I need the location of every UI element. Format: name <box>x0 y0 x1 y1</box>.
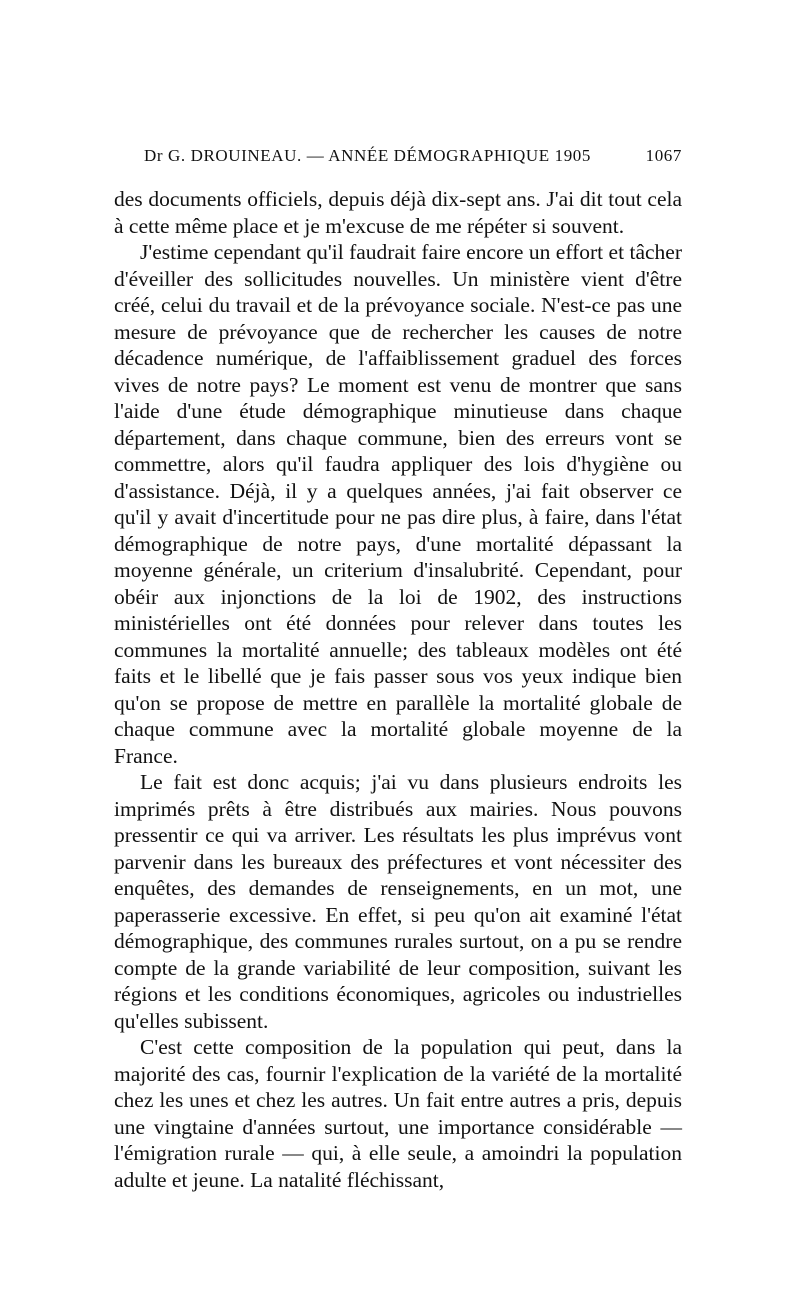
body-text <box>114 186 682 1193</box>
paragraph: C'est cette composition de la population qui peut, dans la majorité des cas, fournir l'explication de la variété de la mortalité chez les unes et chez les autres. Un fait entre autres a pris, depuis une vingtaine d'années surtout, une importance considérable — l'émigration rurale — qui, à elle seule, a amoindri la population adulte et jeune. La natalité fléchissant, <box>114 1035 682 1192</box>
page-number: 1067 <box>645 146 682 165</box>
paragraph: Le fait est donc acquis; j'ai vu dans plusieurs endroits les imprimés prêts à être distribués aux mairies. Nous pouvons pressentir ce qui va arriver. Les résultats les plus imprévus vont parvenir dans les bureaux des préfectures et vont nécessiter des enquêtes, des demandes de renseignements, en un mot, une paperasserie excessive. En effet, si peu qu'on ait examiné l'état démographique, des communes rurales surtout, on a pu se rendre compte de la grande variabilité de leur composition, suivant les régions et les conditions économiques, agricoles ou industrielles qu'elles subissent. <box>114 770 682 1033</box>
paragraph-continuation: des documents officiels, depuis déjà dix-sept ans. J'ai dit tout cela à cette même place et je m'excuse de me répéter si souvent. <box>114 187 682 238</box>
running-title: Dr G. DROUINEAU. — ANNÉE DÉMOGRAPHIQUE 1905 <box>144 146 591 165</box>
paragraph: J'estime cependant qu'il faudrait faire encore un effort et tâcher d'éveiller des sollicitudes nouvelles. Un ministère vient d'être créé, celui du travail et de la prévoyance sociale. N'est-ce pas une mesure de prévoyance que de rechercher les causes de notre décadence numérique, de l'affaiblissement graduel des forces vives de notre pays? Le moment est venu de montrer que sans l'aide d'une étude démographique minutieuse dans chaque département, dans chaque commune, bien des erreurs vont se commettre, alors qu'il faudra appliquer des lois d'hygiène ou d'assistance. Déjà, il y a quelques années, j'ai fait observer ce qu'il y avait d'incertitude pour ne pas dire plus, à faire, dans l'état démographique de notre pays, d'une mortalité dépassant la moyenne générale, un criterium d'insalubrité. Cependant, pour obéir aux injonctions de la loi de 1902, des instructions ministérielles ont été données pour relever dans toutes les communes la mortalité annuelle; des tableaux modèles ont été faits et le libellé que je fais passer sous vos yeux indique bien qu'on se propose de mettre en parallèle la mortalité globale de chaque commune avec la mortalité globale moyenne de la France. <box>114 240 682 768</box>
page <box>114 146 682 1193</box>
running-head <box>144 146 682 172</box>
